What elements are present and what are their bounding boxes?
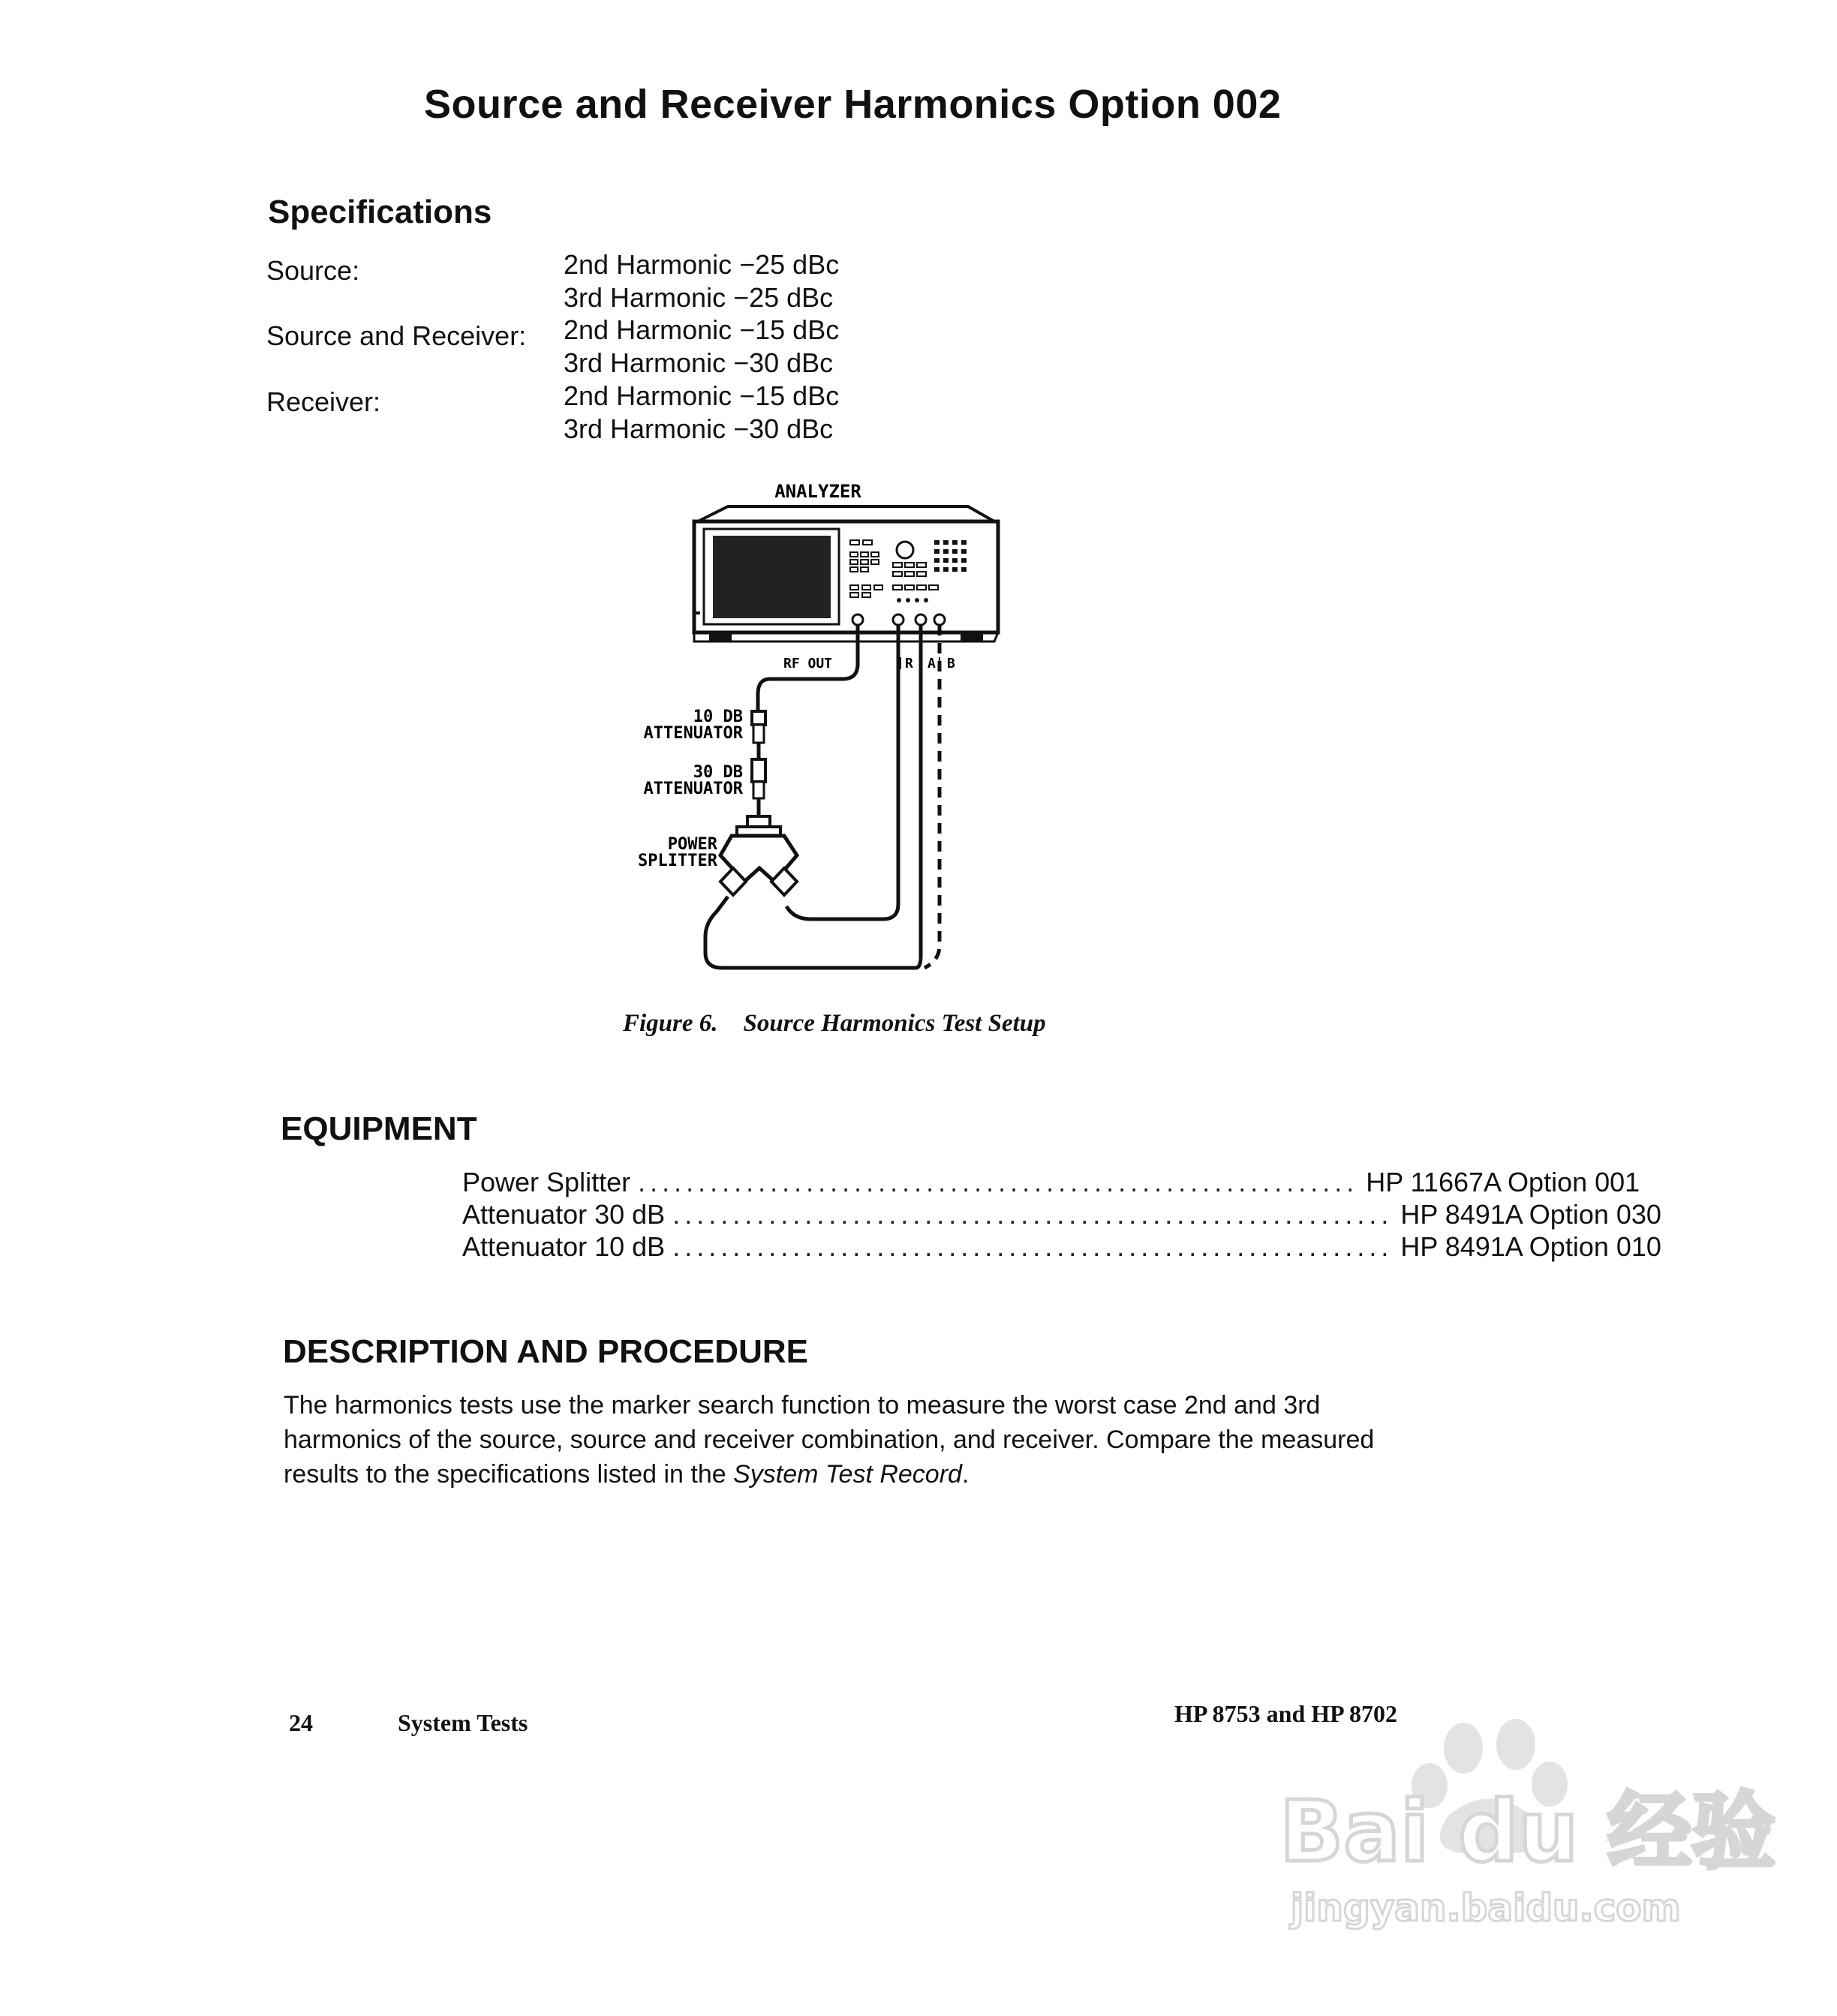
port-b bbox=[934, 614, 945, 625]
footer-section-title: System Tests bbox=[398, 1709, 528, 1736]
spec-value-source-receiver-2nd: 2nd Harmonic −15 dBc bbox=[564, 314, 840, 345]
power-splitter-label-line2: SPLITTER bbox=[638, 852, 717, 870]
attenuator-10db-label-line2: ATTENUATOR bbox=[643, 724, 743, 743]
figure-number: Figure 6. bbox=[623, 1010, 718, 1037]
spec-label-source: Source: bbox=[266, 255, 360, 286]
equipment-row-attenuator-10db: Attenuator 10 dB ............................................................ HP 8491A Option 010 bbox=[462, 1231, 1661, 1262]
equipment-heading: EQUIPMENT bbox=[281, 1110, 477, 1147]
spec-label-source-receiver: Source and Receiver: bbox=[266, 320, 527, 351]
attenuator-30db bbox=[752, 759, 765, 816]
network-analyzer bbox=[694, 506, 998, 641]
system-test-record-reference: System Test Record bbox=[733, 1460, 962, 1489]
equipment-name: Attenuator 10 dB bbox=[462, 1231, 666, 1262]
equipment-model: HP 11667A Option 001 bbox=[1366, 1167, 1640, 1197]
rf-out-label: RF OUT bbox=[783, 656, 833, 671]
spec-value-receiver-3rd: 3rd Harmonic −30 dBc bbox=[564, 413, 834, 444]
description-heading: DESCRIPTION AND PROCEDURE bbox=[283, 1333, 808, 1370]
power-splitter bbox=[720, 816, 797, 895]
alternate-cable-b bbox=[925, 625, 940, 968]
port-a bbox=[915, 614, 926, 625]
analyzer-screen bbox=[713, 536, 831, 618]
rf-out-port bbox=[852, 614, 863, 625]
page-title: Source and Receiver Harmonics Option 002 bbox=[424, 82, 1282, 127]
attenuator-10db-label-line1: 10 DB bbox=[693, 708, 743, 726]
spec-value-source-2nd: 2nd Harmonic −25 dBc bbox=[564, 249, 840, 280]
equipment-row-power-splitter: Power Splitter ............................................................ HP 11667A Option 001 bbox=[462, 1167, 1640, 1197]
equipment-model: HP 8491A Option 010 bbox=[1400, 1231, 1661, 1262]
power-splitter-label-line1: POWER bbox=[667, 835, 717, 854]
figure-caption-text: Source Harmonics Test Setup bbox=[743, 1010, 1046, 1037]
watermark-logo-text: Bai du 经验 bbox=[1279, 1783, 1776, 1881]
equipment-name: Attenuator 30 dB bbox=[462, 1199, 666, 1230]
footer-product-name: HP 8753 and HP 8702 bbox=[1174, 1700, 1397, 1727]
figure-caption bbox=[623, 1010, 1046, 1038]
footer-page-number: 24 bbox=[289, 1709, 313, 1736]
port-a-label: A bbox=[928, 656, 936, 671]
equipment-model: HP 8491A Option 030 bbox=[1400, 1199, 1661, 1230]
port-r bbox=[893, 614, 903, 625]
watermark-url: jingyan.baidu.com bbox=[1291, 1886, 1681, 1930]
analyzer-label: ANALYZER bbox=[774, 481, 861, 502]
specifications-heading: Specifications bbox=[268, 194, 492, 230]
spec-value-source-3rd: 3rd Harmonic −25 dBc bbox=[564, 282, 834, 313]
attenuator-10db bbox=[752, 711, 765, 759]
spec-value-source-receiver-3rd: 3rd Harmonic −30 dBc bbox=[564, 347, 834, 378]
spec-value-receiver-2nd: 2nd Harmonic −15 dBc bbox=[564, 380, 840, 411]
equipment-name: Power Splitter bbox=[462, 1167, 631, 1197]
baidu-jingyan-watermark bbox=[1276, 1703, 1776, 1958]
description-paragraph: The harmonics tests use the marker search function to measure the worst case 2nd and 3rd harmonics of the source, source and receiver combination, and receiver. Compare the measured results to the specifications listed in the System Test Record. bbox=[284, 1391, 1375, 1489]
port-r-label: R bbox=[905, 656, 913, 671]
equipment-row-attenuator-30db: Attenuator 30 dB ............................................................ HP 8491A Option 030 bbox=[462, 1199, 1661, 1230]
rotary-knob bbox=[897, 542, 913, 558]
attenuator-30db-label-line2: ATTENUATOR bbox=[643, 780, 743, 798]
test-setup-diagram bbox=[600, 473, 1171, 998]
attenuator-30db-label-line1: 30 DB bbox=[693, 763, 743, 782]
port-b-label: B bbox=[947, 656, 955, 671]
spec-label-receiver: Receiver: bbox=[266, 386, 381, 417]
